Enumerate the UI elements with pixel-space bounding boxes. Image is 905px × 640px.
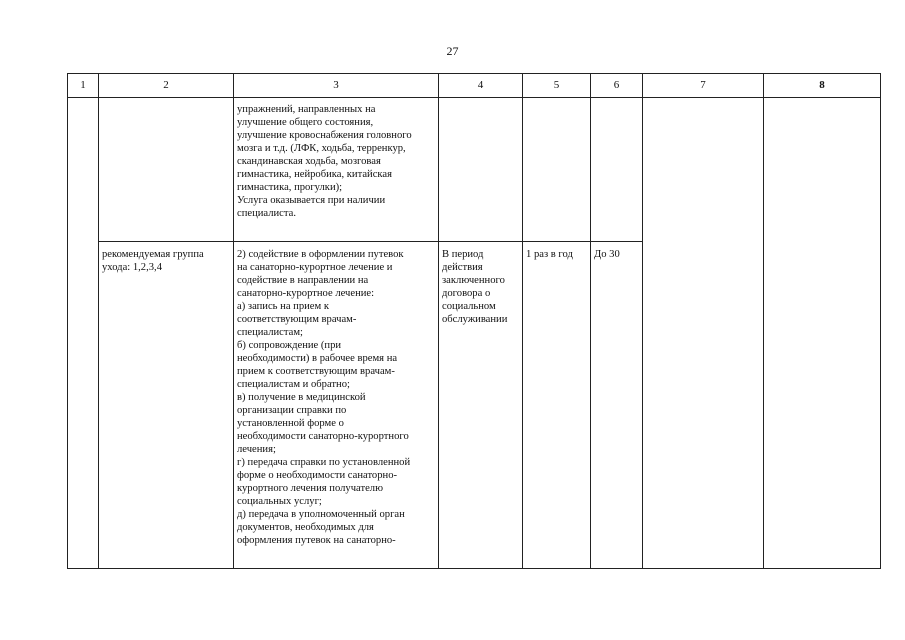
header-cell-5: 5 (523, 74, 591, 98)
row2-frequency: 1 раз в год (523, 242, 591, 569)
row2-period: В период действия заключенного договора о социальном обслуживании (439, 242, 523, 569)
row1-service-description: упражнений, направленных на улучшение общего состояния, улучшение кровоснабжения головного мозга и т.д. (ЛФК, ходьба, терренкур, скандинавская ходьба, мозговая гимнастика, нейробика, китайская гимнастика, прогулки); Услуга оказывается при наличии специалиста. (234, 98, 439, 242)
row1-group-cell (99, 98, 234, 242)
header-cell-6: 6 (591, 74, 643, 98)
table-row (68, 98, 881, 242)
header-cell-8: 8 (764, 74, 881, 98)
row2-care-group: рекомендуемая группа ухода: 1,2,3,4 (99, 242, 234, 569)
services-table (67, 73, 881, 569)
page-number: 27 (446, 44, 459, 58)
col8-cell (764, 98, 881, 569)
row2-duration: До 30 (591, 242, 643, 569)
header-cell-4: 4 (439, 74, 523, 98)
row1-duration-cell (591, 98, 643, 242)
row-number-cell (68, 98, 99, 569)
header-row (68, 74, 881, 98)
row1-frequency-cell (523, 98, 591, 242)
row2-service-description: 2) содействие в оформлении путевок на санаторно-курортное лечение и содействие в направлении на санаторно-курортное лечение: а) запись на прием к соответствующим врачам- специалистам; б) сопровождение (при необходимости) в рабочее время на прием к соответствующим врачам- специалистам и обратно; в) получение в медицинской организации справки по установленной форме о необходимости санаторно-курортного лечения; г) передача справки по установленной форме о необходимости санаторно- курортного лечения получателю социальных услуг; д) передача в уполномоченный орган документов, необходимых для оформления путевок на санаторно- (234, 242, 439, 569)
header-cell-7: 7 (643, 74, 764, 98)
col7-cell (643, 98, 764, 569)
header-cell-3: 3 (234, 74, 439, 98)
header-cell-1: 1 (68, 74, 99, 98)
header-cell-2: 2 (99, 74, 234, 98)
row1-period-cell (439, 98, 523, 242)
